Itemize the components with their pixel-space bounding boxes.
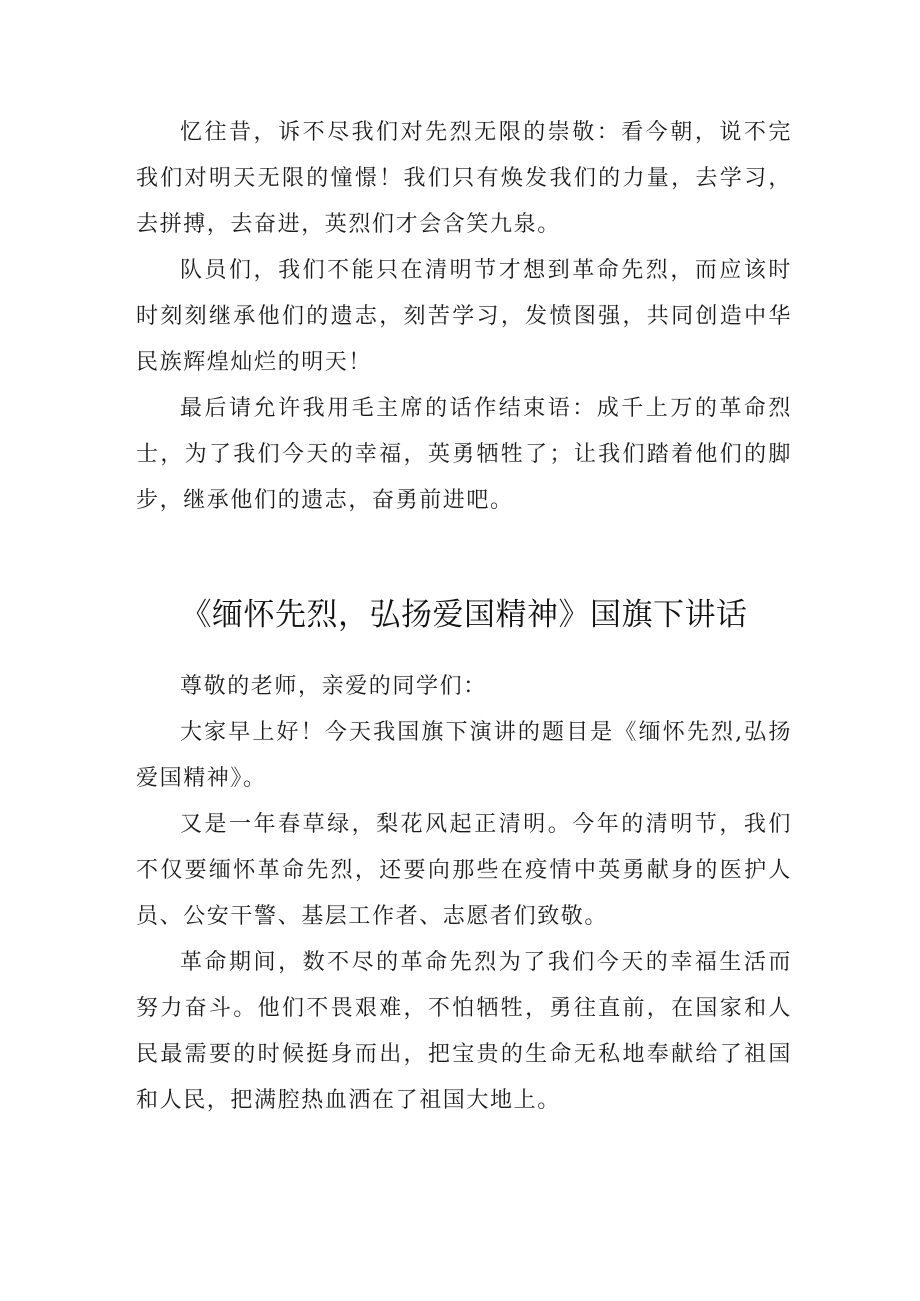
speech-title: 《缅怀先烈，弘扬爱国精神》国旗下讲话 <box>180 597 748 633</box>
paragraph-closing-quote: 最后请允许我用毛主席的话作结束语：成千上万的革命烈士，为了我们今天的幸福，英勇牺牲了；让我们踏着他们的脚步，继承他们的遗志，奋勇前进吧。 <box>136 396 792 513</box>
paragraph-greeting: 大家早上好！今天我国旗下演讲的题目是《缅怀先烈,弘扬爱国精神》。 <box>136 720 792 791</box>
document-body <box>136 110 792 1124</box>
paragraph-revolution: 革命期间，数不尽的革命先烈为了我们今天的幸福生活而努力奋斗。他们不畏艰难，不怕牺牲，勇往直前，在国家和人民最需要的时候挺身而出，把宝贵的生命无私地奉献给了祖国和人民，把满腔热血洒在了祖国大地上。 <box>136 950 792 1113</box>
paragraph-team-members: 队员们，我们不能只在清明节才想到革命先烈，而应该时时刻刻继承他们的遗志，刻苦学习，发愤图强，共同创造中华民族辉煌灿烂的明天！ <box>136 258 792 375</box>
paragraph-reminiscence: 忆往昔，诉不尽我们对先烈无限的崇敬：看今朝，说不完我们对明天无限的憧憬！我们只有焕发我们的力量，去学习，去拼搏，去奋进，英烈们才会含笑九泉。 <box>136 120 792 237</box>
paragraph-qingming: 又是一年春草绿，梨花风起正清明。今年的清明节，我们不仅要缅怀革命先烈，还要向那些在疫情中英勇献身的医护人员、公安干警、基层工作者、志愿者们致敬。 <box>136 812 792 929</box>
paragraph-salutation: 尊敬的老师，亲爱的同学们： <box>180 674 487 699</box>
